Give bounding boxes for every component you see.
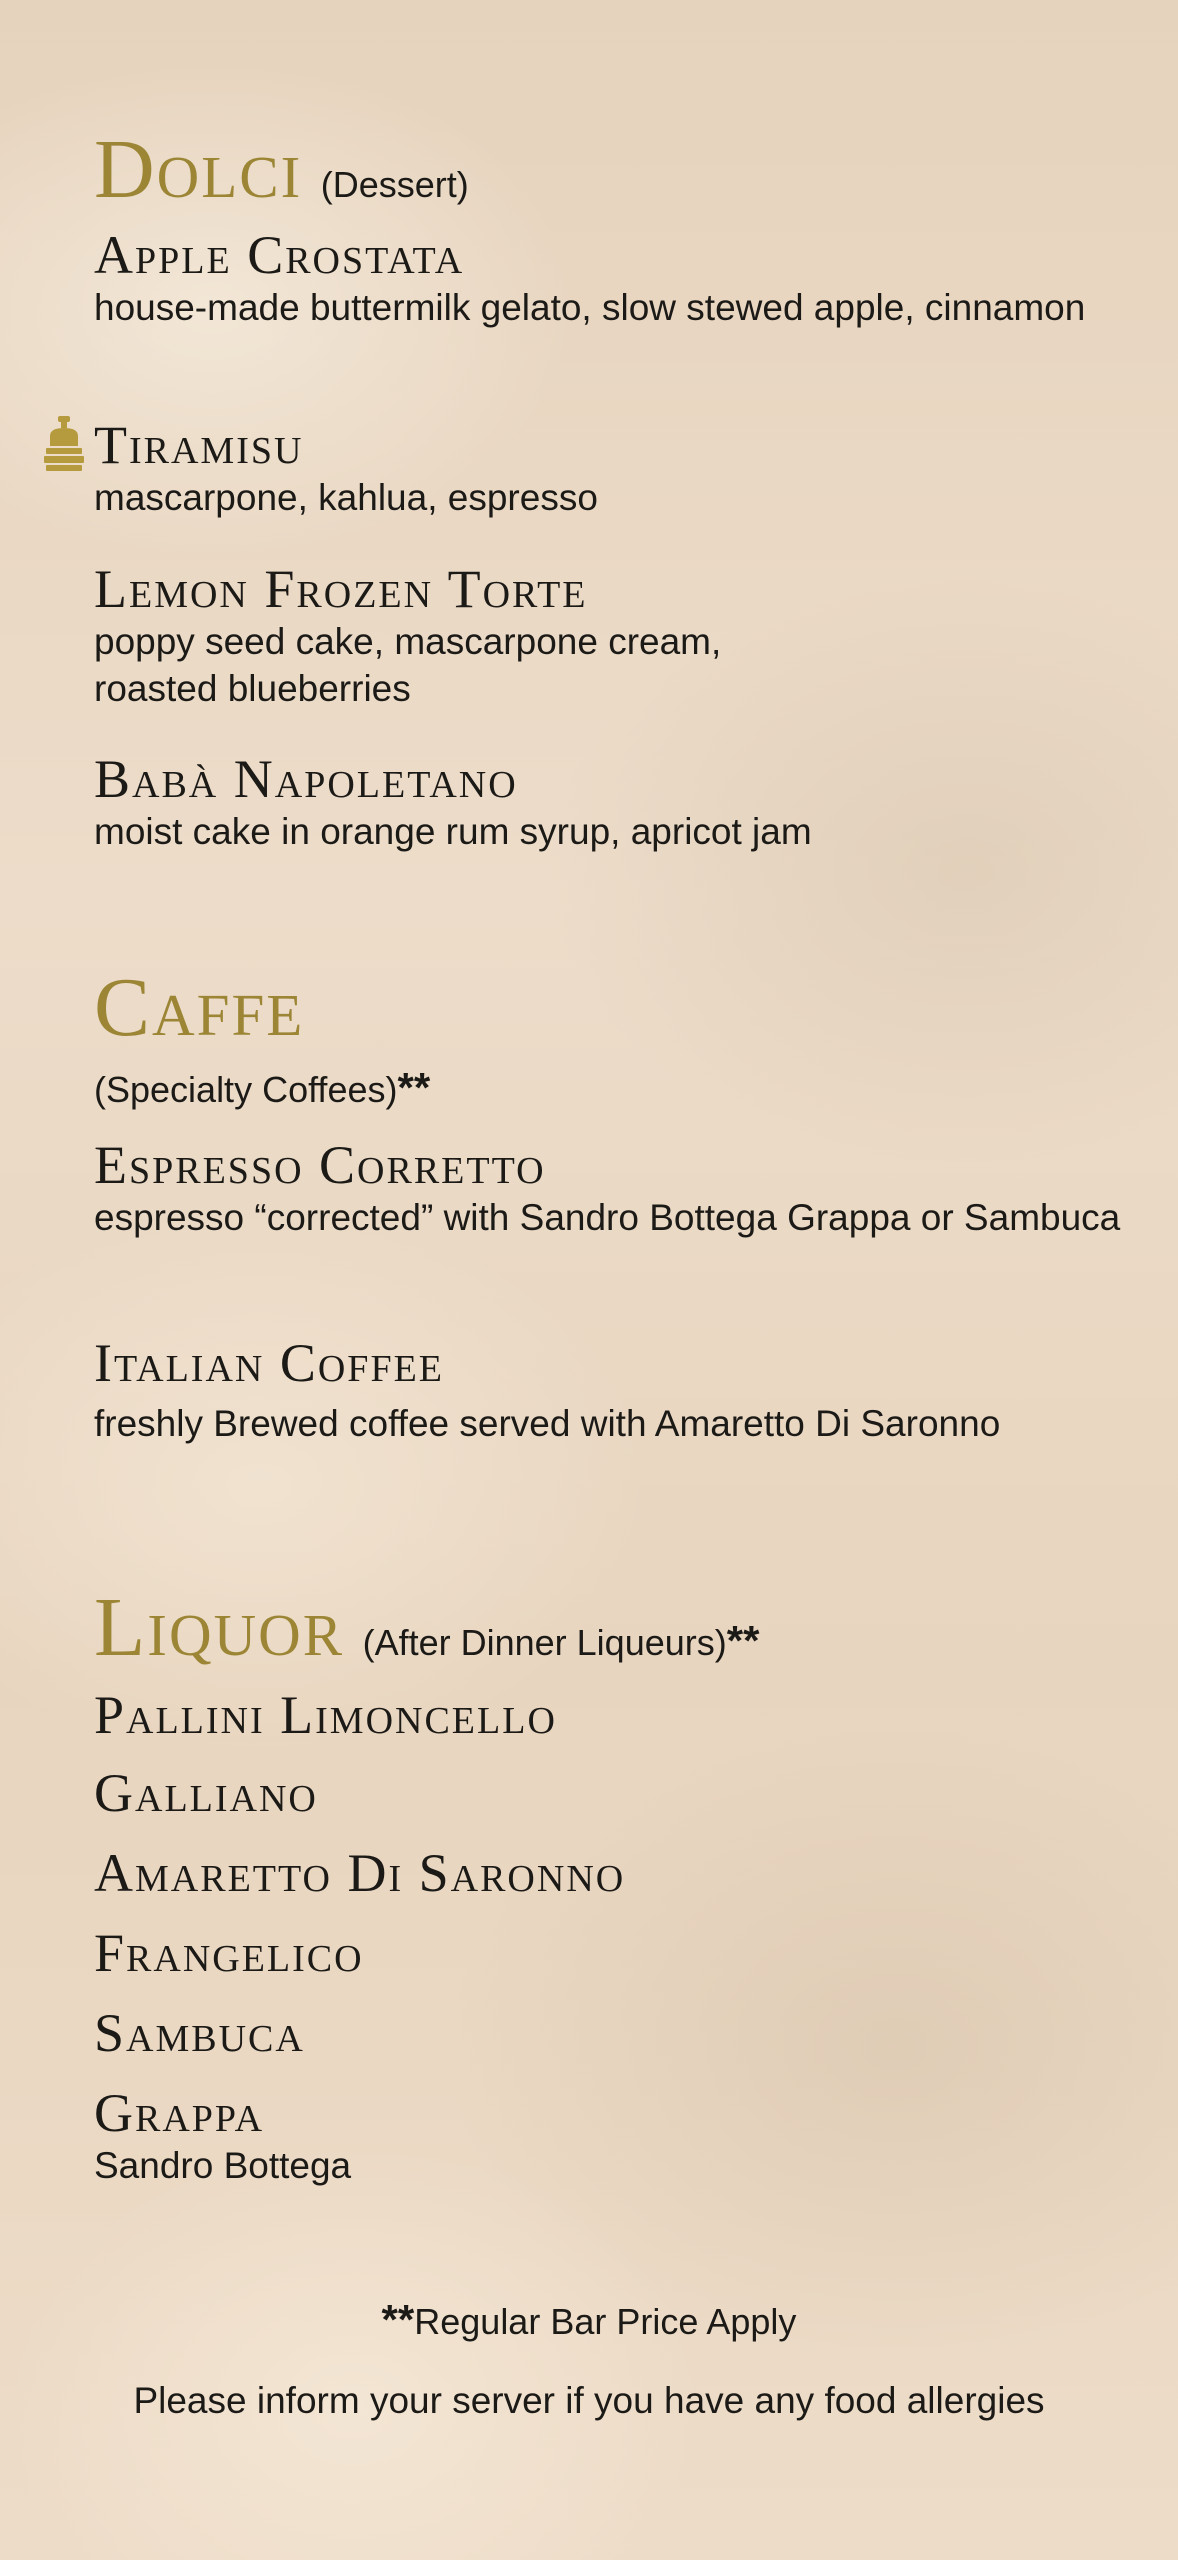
menu-item-desc-tiramisu: mascarpone, kahlua, espresso <box>94 477 598 518</box>
menu-item-desc-lemon-frozen-torte: poppy seed cake, mascarpone cream, roasted blueberries <box>94 621 722 709</box>
menu-item-name-lemon-frozen-torte: Lemon Frozen Torte <box>94 559 588 619</box>
section-title-liquor: Liquor <box>94 1581 345 1674</box>
menu-item-name-apple-crostata: Apple Crostata <box>94 225 465 285</box>
price-note-text: Regular Bar Price Apply <box>414 2301 797 2342</box>
menu-item-desc-apple-crostata: house-made buttermilk gelato, slow stewed apple, cinnamon <box>94 287 1086 328</box>
menu-item-desc-baba-napoletano: moist cake in orange rum syrup, apricot jam <box>94 811 812 852</box>
section-note-caffe-stars: ** <box>397 1064 431 1111</box>
menu-item-name-italian-coffee: Italian Coffee <box>94 1333 444 1393</box>
menu-item-name-frangelico: Frangelico <box>94 1923 364 1983</box>
price-note-stars: ** <box>381 2296 415 2343</box>
section-note-liquor-text: (After Dinner Liqueurs) <box>362 1622 727 1663</box>
menu-item-name-baba-napoletano: Babà Napoletano <box>94 749 518 809</box>
menu-item-name-sambuca: Sambuca <box>94 2003 305 2063</box>
menu-item-name-espresso-corretto: Espresso Corretto <box>94 1135 546 1195</box>
section-note-liquor <box>362 1617 760 1664</box>
section-dolci-header <box>94 123 469 216</box>
chef-hat-icon <box>42 416 86 472</box>
price-note <box>0 2296 1178 2344</box>
menu-item-name-galliano: Galliano <box>94 1763 318 1823</box>
section-note-dolci: (Dessert) <box>320 164 469 205</box>
section-title-caffe: Caffe <box>94 961 305 1054</box>
menu-item-name-grappa: Grappa <box>94 2083 265 2143</box>
menu-item-desc-italian-coffee: freshly Brewed coffee served with Amaretto Di Saronno <box>94 1403 1001 1444</box>
menu-item-name-amaretto-di-saronno: Amaretto Di Saronno <box>94 1843 626 1903</box>
section-liquor-header <box>94 1581 760 1674</box>
allergy-note: Please inform your server if you have any food allergies <box>133 2380 1045 2421</box>
section-note-caffe <box>94 1064 430 1112</box>
section-note-caffe-text: (Specialty Coffees) <box>94 1069 398 1110</box>
menu-item-desc-espresso-corretto: espresso “corrected” with Sandro Bottega Grappa or Sambuca <box>94 1197 1121 1238</box>
menu-item-desc-grappa: Sandro Bottega <box>94 2145 352 2186</box>
section-note-liquor-stars: ** <box>726 1617 760 1664</box>
menu-item-name-tiramisu: Tiramisu <box>94 415 304 475</box>
menu-item-name-pallini-limoncello: Pallini Limoncello <box>94 1685 557 1745</box>
section-title-dolci: Dolci <box>94 123 303 216</box>
